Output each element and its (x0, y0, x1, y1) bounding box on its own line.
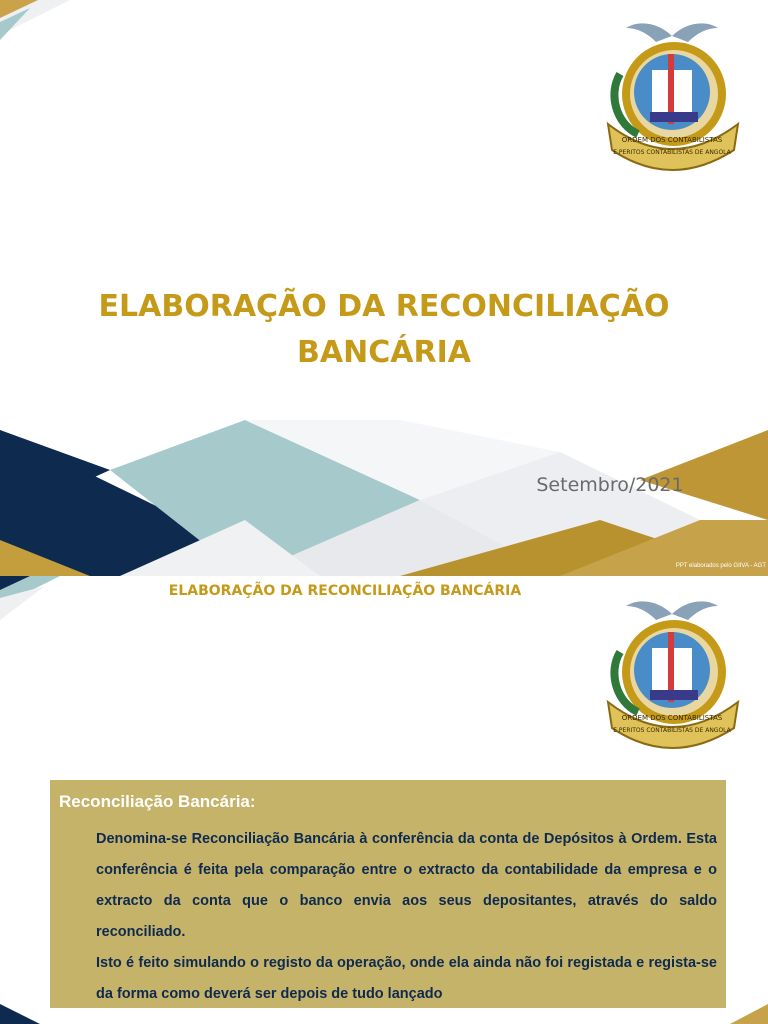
ordem-contabilistas-logo (598, 592, 746, 752)
logo-text-line1: ORDEM DOS CONTABILISTAS (621, 136, 723, 144)
slide-title (60, 284, 708, 376)
definition-paragraph-2: Isto é feito simulando o registo da operação, onde ela ainda não foi registada e regista-se da forma como deverá ser depois de tudo lançado (96, 955, 717, 1002)
slide-title: ELABORAÇÃO DA RECONCILIAÇÃO BANCÁRIA (168, 583, 522, 599)
content-slide (0, 576, 768, 1024)
definition-body (96, 824, 717, 1010)
definition-box (50, 780, 726, 1008)
definition-paragraph-1: Denomina-se Reconciliação Bancária à conferência da conta de Depósitos à Ordem. Esta conferência é feita pela comparação entre o extracto da contabilidade da empresa e o extracto da conta que o banco envia aos seus depositantes, através do saldo reconciliado. (96, 831, 717, 940)
definition-heading: Reconciliação Bancária: (59, 792, 256, 811)
slide-title-line2: BANCÁRIA (297, 335, 471, 370)
slide-date: Setembro/2021 (536, 474, 684, 496)
ordem-contabilistas-logo (598, 14, 746, 174)
logo-text-line2: E PERITOS CONTABILISTAS DE ANGOLA (613, 149, 731, 156)
slide-title-line1: ELABORAÇÃO DA RECONCILIAÇÃO (98, 289, 670, 324)
logo-text-line1: ORDEM DOS CONTABILISTAS (621, 714, 723, 722)
slide-footer-credit: PPT elaborados pelo GIIVA - AGT (675, 563, 766, 569)
logo-text-line2: E PERITOS CONTABILISTAS DE ANGOLA (613, 727, 731, 734)
